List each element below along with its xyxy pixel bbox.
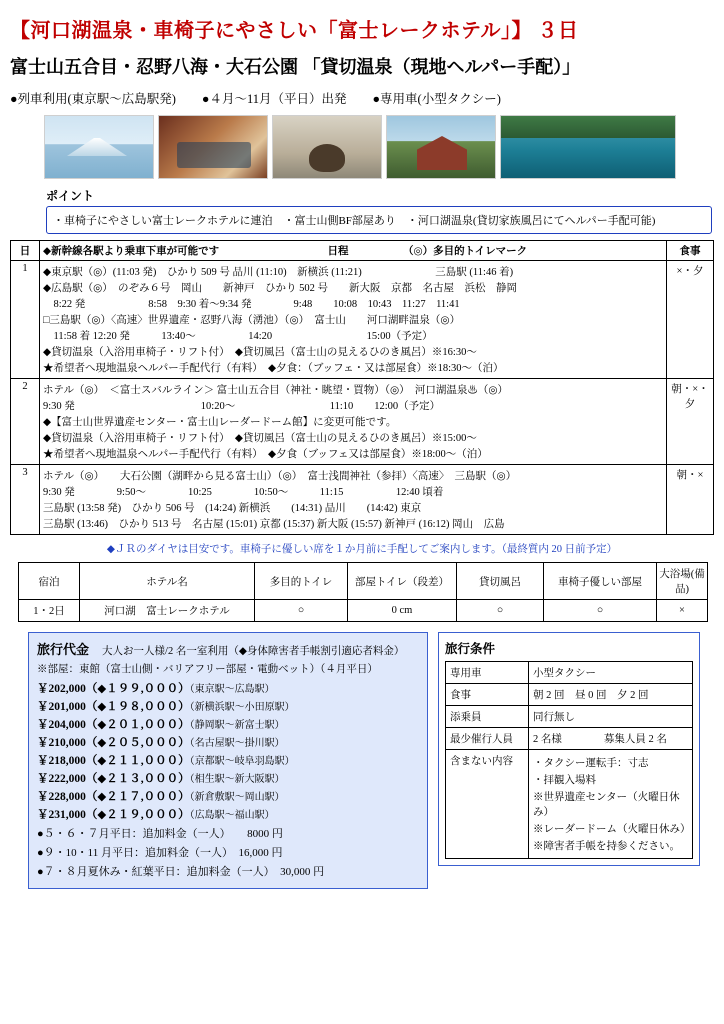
- hotel-cell-room-toilet: 0 cm: [348, 600, 457, 622]
- hotel-col-stay: 宿泊: [19, 563, 80, 600]
- hotel-col-private-bath: 貸切風呂: [457, 563, 544, 600]
- day-detail: ホテル（◎） 大石公園（湖畔から見る富士山）（◎） 富士浅間神社（参拝）〈高速〉 三島駅（◎） 9:30 発 9:50〜 10:25 10:50〜 11:15 12:40 頃着 三島駅 (13:58 発) ひかり 506 号 (14:24) 新横浜 (14:31) 品川 (14:42) 東京 三島駅 (13:46) ひかり 513 号 名古屋 (15:01) 京都 (15:37) 新大阪 (15:57) 新神戸 (16:12) 岡山 広島: [40, 465, 667, 535]
- condition-key: 添乗員: [446, 706, 529, 728]
- price-row: ￥201,000（◆１９８,０００）（新横浜駅〜小田原駅）: [37, 701, 295, 713]
- day-food: 朝・×・夕: [667, 379, 714, 465]
- photo-oshino-hakkai: [272, 115, 382, 179]
- condition-key: 専用車: [446, 662, 529, 684]
- price-row: ￥231,000（◆２１９,０００）（広島駅〜福山駅）: [37, 809, 275, 821]
- conditions-box: [438, 632, 700, 866]
- header-notes: [0, 85, 724, 113]
- hotel-col-accessible-room: 車椅子優しい部屋: [544, 563, 657, 600]
- day-detail: ◆東京駅（◎）(11:03 発) ひかり 509 号 品川 (11:10) 新横浜 (11:21) 三島駅 (11:46 着) ◆広島駅（◎） のぞみ６号 岡山 新神戸 ひかり 502 号 新大阪 京都 名古屋 浜松 静岡 8:22 発 8:58 9:30 着〜9:34 発 9:48 10:08 10:43 11:27 11:41 □三島駅（◎）〈高速〉世界遺産・忍野八海（湧池）（◎） 富士山 河口湖畔温泉（◎） 11:58 着 12:20 発 13:40〜 14:20 15:00（予定） ◆貸切温泉（入浴用車椅子・リフト付） ◆貸切風呂（富士山の見えるひのき風呂）※16:30〜 ★希望者へ現地温泉ヘルパー手配代行（有料） ◆夕食：（ブッフェ・又は部屋食）※18:30〜（泊）: [40, 261, 667, 379]
- day-detail: ホテル（◎） ＜富士スバルライン＞ 富士山五合目（神社・眺望・買物）（◎） 河口湖温泉♨（◎） 9:30 発 10:20〜 11:10 12:00（予定） ◆【富士山世界遺産センター・富士山レーダードーム館】に変更可能です。 ◆貸切温泉（入浴用車椅子・リフト付） ◆貸切風呂（富士山の見えるひのき風呂）※15:00〜 ★希望者へ現地温泉ヘルパー手配代行（有料） ◆夕食（ブッフェ又は部屋食）※18:00〜（泊）: [40, 379, 667, 465]
- photo-mount-fuji-lake: [44, 115, 154, 179]
- jr-schedule-note: ◆ＪＲのダイヤは目安です。車椅子に優しい席を１か月前に手配してご案内します。（最終質内 20 日前予定）: [106, 544, 618, 555]
- table-row: [446, 706, 693, 728]
- condition-value: 朝 2 回 昼 0 回 夕 2 回: [529, 684, 693, 706]
- conditions-title: 旅行条件: [445, 642, 496, 656]
- conditions-table: [445, 661, 693, 859]
- table-row: [446, 662, 693, 684]
- day-number: 1: [11, 261, 40, 379]
- price-row: ￥228,000（◆２１７,０００）（新倉敷駅〜岡山駅）: [37, 791, 285, 803]
- header-main: ◆新幹線各駅より乗車下車が可能です 日程 （◎）多目的トイレマーク: [40, 241, 667, 261]
- hotel-cell-public-bath: ×: [657, 600, 708, 622]
- price-row: ￥218,000（◆２１１,０００）（京都駅〜岐阜羽島駅）: [37, 755, 295, 767]
- hotel-cell-stay: 1・2日: [19, 600, 80, 622]
- photo-shrine: [386, 115, 496, 179]
- hotel-cell-private-bath: ○: [457, 600, 544, 622]
- price-box: [28, 632, 428, 889]
- price-extra: ●９・10・11 月平日：追加料金（一人） 16,000 円: [37, 847, 283, 859]
- photo-strip: [0, 113, 724, 185]
- itinerary-row: [11, 465, 714, 535]
- hotel-col-multipurpose-toilet: 多目的トイレ: [255, 563, 348, 600]
- hotel-col-room-toilet: 部屋トイレ（段差）: [348, 563, 457, 600]
- table-row: [446, 750, 693, 859]
- photo-onsen-bath: [158, 115, 268, 179]
- price-extra: ●５・６・７月平日：追加料金（一人） 8000 円: [37, 828, 283, 840]
- header-food: 食事: [667, 241, 714, 261]
- hotel-col-name: ホテル名: [80, 563, 255, 600]
- condition-excluded-list: ・タクシー運転手：寸志 ・拝観入場料 ※世界遺産センター（火曜日休み） ※レーダードーム（火曜日休み） ※障害者手帳を持参ください。: [529, 750, 693, 859]
- price-room-note: ※部屋：東館（富士山側・バリアフリー部屋・電動ベット）（４月平日）: [37, 664, 378, 675]
- day-food: 朝・×: [667, 465, 714, 535]
- point-label: ポイント: [46, 189, 95, 203]
- hotel-cell-name: 河口湖 富士レークホテル: [80, 600, 255, 622]
- bottom-section: [0, 632, 724, 899]
- condition-key: 食事: [446, 684, 529, 706]
- photo-spring-pond: [500, 115, 676, 179]
- header-note-train: ●列車利用(東京駅〜広島駅発): [10, 92, 176, 106]
- itinerary-row: [11, 261, 714, 379]
- condition-value: 小型タクシー: [529, 662, 693, 684]
- condition-value: 同行無し: [529, 706, 693, 728]
- day-food: ×・夕: [667, 261, 714, 379]
- price-row: ￥222,000（◆２１３,０００）（相生駅〜新大阪駅）: [37, 773, 285, 785]
- itinerary-row: [11, 379, 714, 465]
- page-subtitle: 富士山五合目・忍野八海・大石公園 「貸切温泉（現地ヘルパー手配）」: [10, 57, 581, 77]
- condition-key-excluded: 含まない内容: [446, 750, 529, 859]
- header-day: 日: [11, 241, 40, 261]
- price-row: ￥204,000（◆２０１,０００）（静岡駅〜新富士駅）: [37, 719, 285, 731]
- price-extra: ●７・８月夏休み・紅葉平日：追加料金（一人） 30,000 円: [37, 866, 325, 878]
- price-row: ￥210,000（◆２０５,０００）（名古屋駅〜掛川駅）: [37, 737, 285, 749]
- table-row: [446, 728, 693, 750]
- condition-value: 2 名様 募集人員 2 名: [529, 728, 693, 750]
- hotel-header-row: [19, 563, 708, 600]
- itinerary-header-row: [11, 241, 714, 261]
- hotel-col-public-bath: 大浴場(備品): [657, 563, 708, 600]
- table-row: [19, 600, 708, 622]
- point-box: ・車椅子にやさしい富士レークホテルに連泊 ・富士山側BF部屋あり ・河口湖温泉(貸切家族風呂にてヘルパー手配可能): [46, 206, 712, 234]
- table-row: [446, 684, 693, 706]
- itinerary-table: [10, 240, 714, 535]
- price-title: 旅行代金 大人お一人様/2 名一室利用（◆身体障害者手帳割引適応者料金）: [37, 642, 405, 657]
- price-row: ￥202,000（◆１９９,０００）（東京駅〜広島駅）: [37, 683, 275, 695]
- hotel-table: [18, 562, 708, 622]
- day-number: 3: [11, 465, 40, 535]
- condition-key: 最少催行人員: [446, 728, 529, 750]
- header-note-period: ●４月〜11月（平日）出発: [201, 92, 347, 106]
- day-number: 2: [11, 379, 40, 465]
- hotel-cell-multipurpose-toilet: ○: [255, 600, 348, 622]
- hotel-cell-accessible-room: ○: [544, 600, 657, 622]
- page-title: 【河口湖温泉・車椅子にやさしい「富士レークホテル」】 ３日: [10, 20, 579, 42]
- header-note-vehicle: ●専用車(小型タクシー): [372, 92, 501, 106]
